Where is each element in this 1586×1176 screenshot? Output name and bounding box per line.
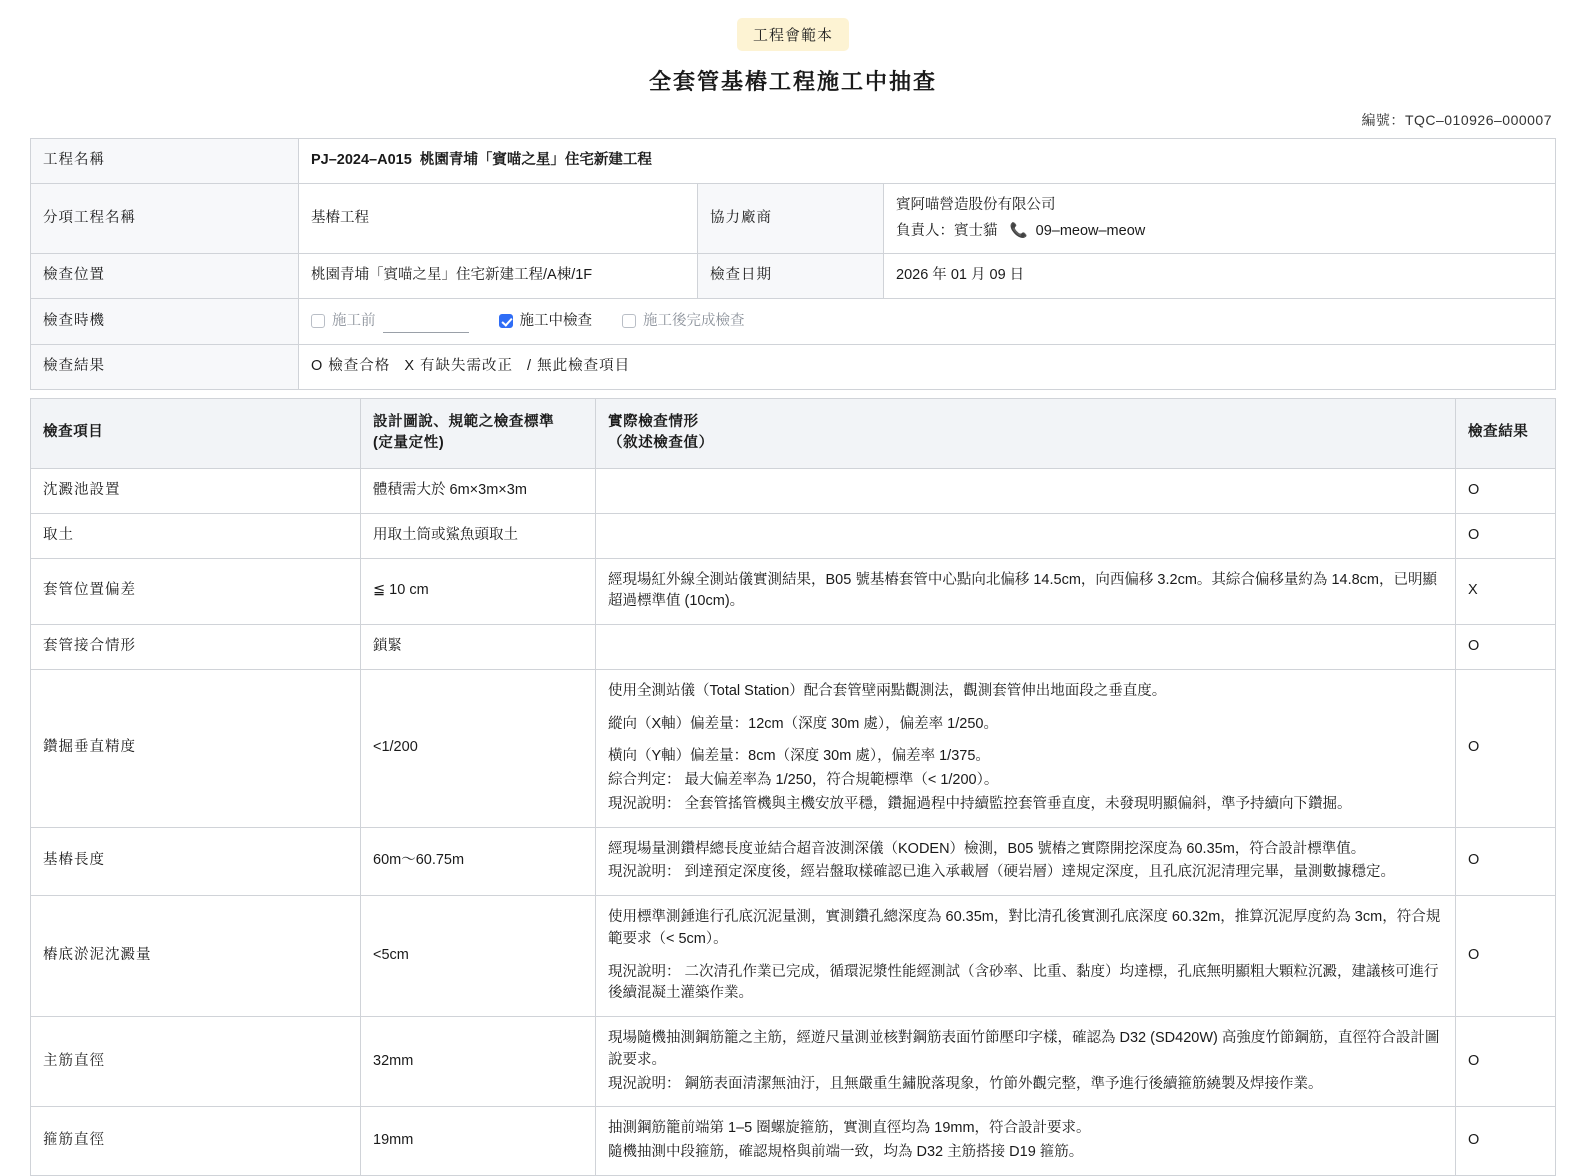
item-actual [596, 896, 1456, 1017]
result-legend-value [299, 344, 1556, 389]
document-header [30, 18, 1556, 96]
timing-before-blank [383, 310, 469, 333]
actual-line: 現場隨機抽測鋼筋籠之主筋，經遊尺量測並核對鋼筋表面竹節壓印字樣，確認為 D32 (SD420W) 高強度竹節鋼筋，直徑符合設計圖說要求。 [608, 1030, 1440, 1068]
column-header-standard-line1: 設計圖說、規範之檢查標準 [373, 413, 555, 430]
column-header-standard [361, 398, 596, 469]
item-result: O [1456, 469, 1556, 514]
row-subproject-vendor [31, 183, 1556, 254]
item-actual [596, 513, 1456, 558]
item-result: X [1456, 558, 1556, 625]
location-label: 檢查位置 [31, 254, 299, 299]
project-name-text: 桃園青埔「賓喵之星」住宅新建工程 [419, 152, 652, 168]
timing-option-after[interactable] [622, 311, 745, 333]
item-name: 箍筋直徑 [31, 1107, 361, 1176]
vendor-phone: 09–meow–meow [1035, 222, 1146, 239]
item-result: O [1456, 1107, 1556, 1176]
item-actual [596, 669, 1456, 827]
table-row [31, 469, 1556, 514]
item-standard: <1/200 [361, 669, 596, 827]
item-name: 沈澱池設置 [31, 469, 361, 514]
timing-value [299, 299, 1556, 345]
checkbox-icon[interactable] [311, 314, 325, 328]
item-result: O [1456, 669, 1556, 827]
document-number-label: 編號： [1361, 112, 1405, 128]
project-name-label: 工程名稱 [31, 139, 299, 184]
item-actual [596, 1107, 1456, 1176]
actual-line: 經現場紅外線全測站儀實測結果，B05 號基樁套管中心點向北偏移 14.5cm，向西偏移 3.2cm。其綜合偏移量約為 14.8cm，已明顯超過標準值 (10cm)。 [608, 571, 1437, 610]
item-actual [596, 1017, 1456, 1107]
item-name: 取土 [31, 513, 361, 558]
item-name: 主筋直徑 [31, 1017, 361, 1107]
item-name: 套管接合情形 [31, 625, 361, 670]
table-row [31, 558, 1556, 625]
actual-line: 經現場量測鑽桿總長度並結合超音波測深儀（KODEN）檢測，B05 號樁之實際開挖深度為 60.35m，符合設計標準值。 [608, 840, 1366, 857]
row-project-name [31, 139, 1556, 184]
actual-line: 使用標準測錘進行孔底沉泥量測，實測鑽孔總深度為 60.35m，對比清孔後實測孔底深度 60.32m，推算沉泥厚度約為 3cm，符合規範要求（< 5cm）。 [608, 909, 1441, 947]
project-code: PJ–2024–A015 [311, 152, 412, 168]
item-name: 鑽掘垂直精度 [31, 669, 361, 827]
document-number-value: TQC–010926–000007 [1404, 112, 1552, 128]
actual-line: 縱向（X軸）偏差量：12cm（深度 30m 處），偏差率 1/250。 [608, 715, 998, 732]
actual-line: 隨機抽測中段箍筋，確認規格與前端一致，均為 D32 主筋搭接 D19 箍筋。 [608, 1144, 1084, 1160]
actual-line: 現況說明： 全套管搖管機與主機安放平穩，鑽掘過程中持續監控套管垂直度，未發現明顯偏斜，準予持續向下鑽掘。 [608, 795, 1352, 812]
actual-line: 橫向（Y軸）偏差量：8cm（深度 30m 處），偏差率 1/375。 [608, 748, 990, 765]
location-value: 桃園青埔「賓喵之星」住宅新建工程/A棟/1F [299, 254, 698, 299]
item-standard: ≦ 10 cm [361, 558, 596, 625]
timing-label: 檢查時機 [31, 299, 299, 345]
item-actual [596, 558, 1456, 625]
document-number [30, 110, 1556, 130]
item-standard: 用取土筒或鯊魚頭取土 [361, 513, 596, 558]
column-header-standard-line2: (定量定性) [373, 435, 445, 452]
row-result-legend [31, 344, 1556, 389]
vendor-contact-line [896, 221, 1543, 243]
vendor-contact: 負責人：賓士貓 [896, 222, 998, 239]
timing-option-after-label: 施工後完成檢查 [643, 312, 745, 329]
legend-pass: O 檢查合格 [311, 357, 391, 374]
actual-line: 綜合判定： 最大偏差率為 1/250，符合規範標準（< 1/200）。 [608, 772, 999, 788]
sub-project-value: 基樁工程 [299, 183, 698, 254]
timing-option-before[interactable] [311, 310, 469, 333]
item-standard: <5cm [361, 896, 596, 1017]
item-standard: 60m～60.75m [361, 827, 596, 896]
table-row [31, 669, 1556, 827]
timing-option-during-label: 施工中檢查 [519, 312, 592, 329]
item-standard: 體積需大於 6m×3m×3m [361, 469, 596, 514]
page-title: 全套管基樁工程施工中抽查 [648, 69, 937, 94]
table-row [31, 896, 1556, 1017]
project-name-value [299, 139, 1556, 184]
item-actual [596, 625, 1456, 670]
item-result: O [1456, 896, 1556, 1017]
inspection-items-table [30, 398, 1556, 1176]
sub-project-label: 分項工程名稱 [31, 183, 299, 254]
column-header-item: 檢查項目 [31, 398, 361, 469]
checkbox-checked-icon[interactable] [499, 314, 513, 328]
inspection-form-table [30, 138, 1556, 390]
table-row [31, 1017, 1556, 1107]
inspection-date-label: 檢查日期 [698, 254, 884, 299]
actual-line: 使用全測站儀（Total Station）配合套管壁兩點觀測法，觀測套管伸出地面段之垂直度。 [608, 682, 1167, 699]
item-actual [596, 469, 1456, 514]
item-result: O [1456, 625, 1556, 670]
item-standard: 32mm [361, 1017, 596, 1107]
timing-option-before-label: 施工前 [332, 312, 376, 329]
column-header-actual [596, 398, 1456, 469]
actual-line: 現況說明： 二次清孔作業已完成，循環泥漿性能經測試（含砂率、比重、黏度）均達標，孔底無明顯粗大顆粒沉澱，建議核可進行後續混凝土灌築作業。 [608, 963, 1439, 1002]
item-name: 套管位置偏差 [31, 558, 361, 625]
phone-icon: 📞 [1009, 222, 1028, 239]
result-legend-label: 檢查結果 [31, 344, 299, 389]
legend-na: / 無此檢查項目 [527, 357, 631, 374]
column-header-actual-line1: 實際檢查情形 [608, 413, 699, 430]
vendor-label: 協力廠商 [698, 183, 884, 254]
actual-line: 現況說明： 到達預定深度後，經岩盤取樣確認已進入承載層（硬岩層）達規定深度，且孔底沉泥清理完畢，量測數據穩定。 [608, 864, 1396, 881]
column-header-actual-line2: （敘述檢查值） [608, 435, 714, 452]
timing-options [311, 310, 1543, 333]
timing-option-during[interactable] [499, 311, 593, 333]
table-row [31, 1107, 1556, 1176]
item-result: O [1456, 513, 1556, 558]
table-row [31, 625, 1556, 670]
item-standard: 19mm [361, 1107, 596, 1176]
vendor-value [884, 183, 1556, 254]
row-timing [31, 299, 1556, 345]
checkbox-icon[interactable] [622, 314, 636, 328]
inspection-date-value: 2026 年 01 月 09 日 [884, 254, 1556, 299]
row-location-date [31, 254, 1556, 299]
table-row [31, 513, 1556, 558]
column-header-result: 檢查結果 [1456, 398, 1556, 469]
item-actual [596, 827, 1456, 896]
table-row [31, 827, 1556, 896]
vendor-name: 賓阿喵營造股份有限公司 [896, 196, 1056, 213]
item-standard: 鎖緊 [361, 625, 596, 670]
item-name: 樁底淤泥沈澱量 [31, 896, 361, 1017]
actual-line: 現況說明： 鋼筋表面清潔無油汙，且無嚴重生鏽脫落現象，竹節外觀完整，準予進行後續箍筋繞製及焊接作業。 [608, 1075, 1323, 1092]
legend-fail: X 有缺失需改正 [404, 357, 514, 374]
actual-line: 抽測鋼筋籠前端第 1–5 圈螺旋箍筋，實測直徑均為 19mm，符合設計要求。 [608, 1120, 1091, 1137]
item-result: O [1456, 1017, 1556, 1107]
item-result: O [1456, 827, 1556, 896]
template-badge: 工程會範本 [737, 18, 849, 51]
item-name: 基樁長度 [31, 827, 361, 896]
table-header-row [31, 398, 1556, 469]
